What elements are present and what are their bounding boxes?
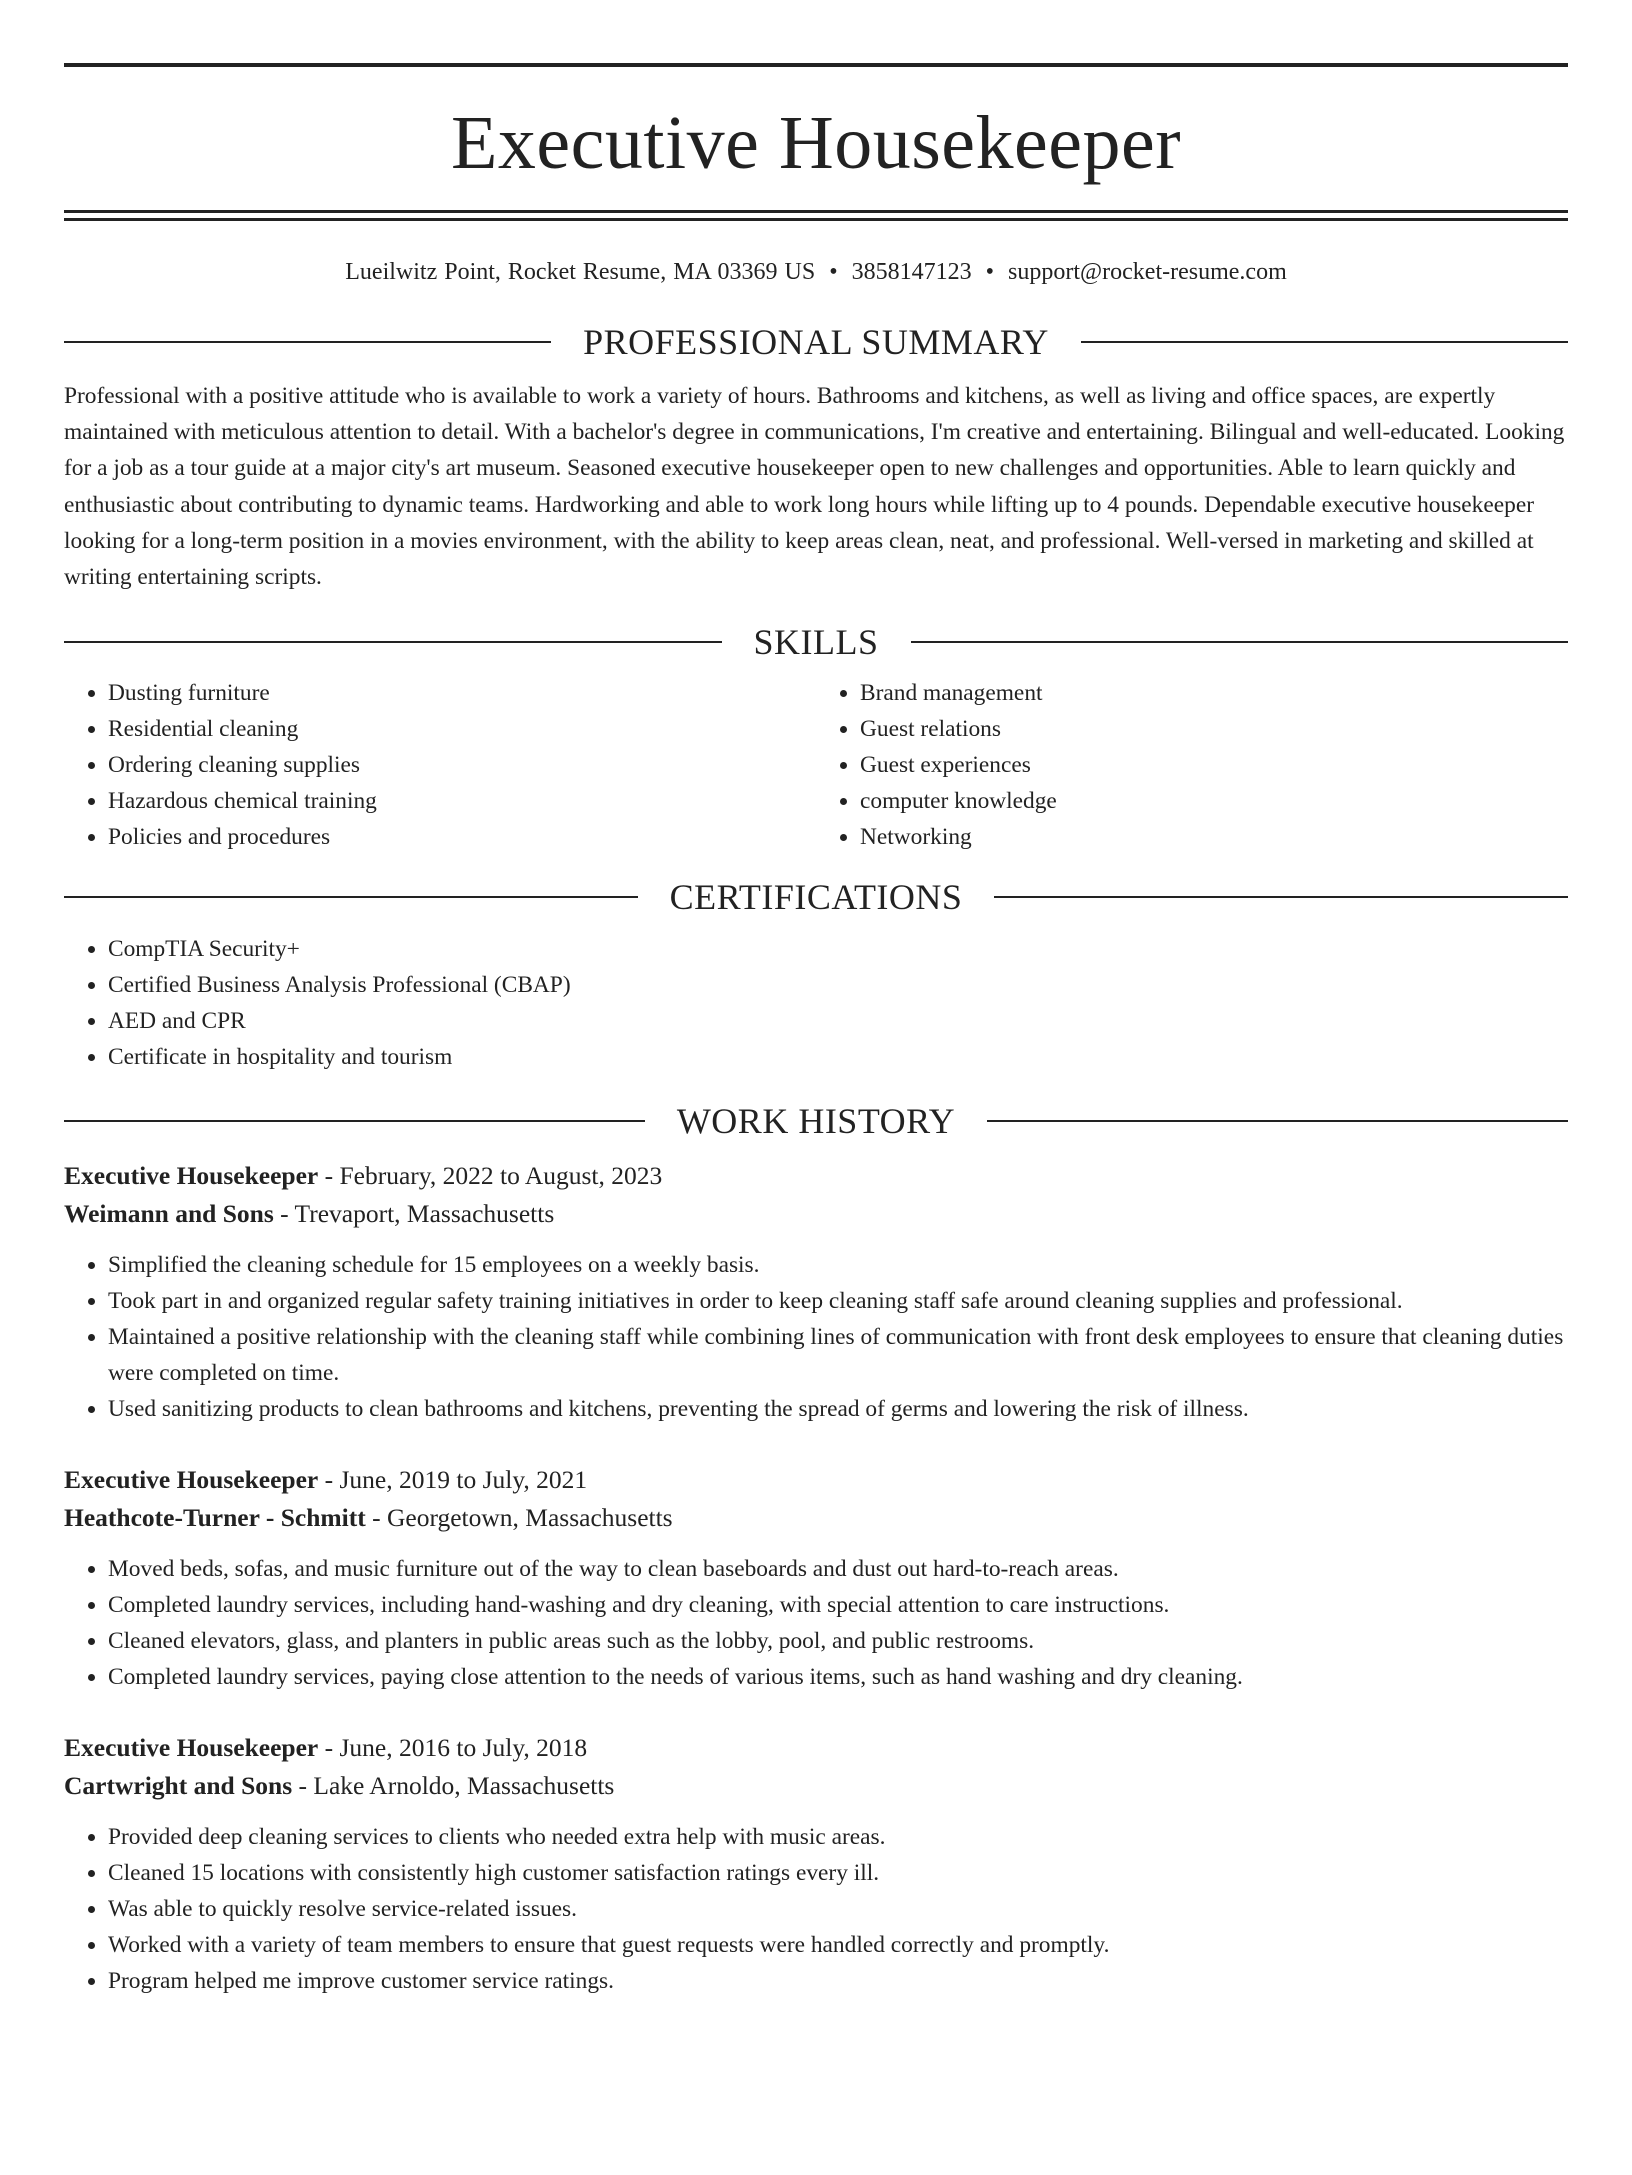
section-title: WORK HISTORY <box>676 1101 956 1142</box>
job-dates: - February, 2022 to August, 2023 <box>318 1161 663 1191</box>
section-title: CERTIFICATIONS <box>669 877 963 918</box>
skills-columns <box>64 675 1568 855</box>
job-title: Executive Housekeeper <box>64 1733 319 1763</box>
job-bullet: • Took part in and organized regular safety training initiatives in order to keep cleaning staff safe around cleaning supplies and professional. <box>108 1283 1568 1319</box>
skill-item: • Policies and procedures <box>108 819 816 855</box>
job-dates: - June, 2016 to July, 2018 <box>318 1733 588 1763</box>
certification-item: • Certified Business Analysis Professional (CBAP) <box>108 967 1568 1003</box>
section-heading-work-history <box>64 1099 1568 1143</box>
job-location: - Georgetown, Massachusetts <box>365 1503 673 1533</box>
heading-rule-left <box>64 1120 645 1122</box>
job-company: Weimann and Sons <box>64 1199 274 1229</box>
contact-line <box>64 257 1568 287</box>
job-entry <box>64 1461 1568 1695</box>
job-bullets <box>64 1551 1568 1695</box>
contact-phone: 3858147123 <box>851 259 972 285</box>
section-title: PROFESSIONAL SUMMARY <box>583 322 1049 362</box>
heading-rule-right <box>994 896 1568 898</box>
contact-separator: • <box>985 259 995 285</box>
resume-page <box>0 63 1632 2175</box>
job-location: - Lake Arnoldo, Massachusetts <box>292 1771 615 1801</box>
job-bullet: • Cleaned elevators, glass, and planters in public areas such as the lobby, pool, and public restrooms. <box>108 1623 1568 1659</box>
skill-item: • Hazardous chemical training <box>108 783 816 819</box>
job-bullet: • Used sanitizing products to clean bathrooms and kitchens, preventing the spread of germs and lowering the risk of illness. <box>108 1391 1568 1427</box>
resume-name: Executive Housekeeper <box>450 101 1182 185</box>
heading-rule-left <box>64 641 722 643</box>
heading-rule-right <box>911 641 1569 643</box>
section-heading-skills <box>64 620 1568 664</box>
heading-rule-right <box>1081 341 1568 343</box>
job-title-line <box>64 1157 1568 1195</box>
job-entry <box>64 1157 1568 1427</box>
skill-item: • Dusting furniture <box>108 675 816 711</box>
certifications-list <box>64 931 1568 1075</box>
summary-paragraph: Professional with a positive attitude who is available to work a variety of hours. Bathrooms and kitchens, as well as living and office spaces, are expertly maintained with meticulous attention to detail. With a bachelor's degree in communications, I'm creative and entertaining. Bilingual and well-educated. Looking for a job as a tour guide at a major city's art museum. Seasoned executive housekeeper open to new challenges and opportunities. Able to learn quickly and enthusiastic about contributing to dynamic teams. Hardworking and able to work long hours while lifting up to 4 pounds. Dependable executive housekeeper looking for a long-term position in a movies environment, with the ability to keep areas clean, neat, and professional. Well-versed in marketing and skilled at writing entertaining scripts. <box>64 383 1565 591</box>
job-bullet: • Cleaned 15 locations with consistently high customer satisfaction ratings every ill. <box>108 1855 1568 1891</box>
job-bullet: • Worked with a variety of team members to ensure that guest requests were handled correctly and promptly. <box>108 1927 1568 1963</box>
heading-rule-right <box>987 1120 1568 1122</box>
job-dates: - June, 2019 to July, 2021 <box>318 1465 588 1495</box>
section-title: SKILLS <box>753 622 879 663</box>
name-double-rule <box>64 210 1568 221</box>
job-bullets <box>64 1247 1568 1427</box>
contact-email: support@rocket-resume.com <box>1008 259 1287 285</box>
job-bullet: • Completed laundry services, including hand-washing and dry cleaning, with special attention to care instructions. <box>108 1587 1568 1623</box>
job-title: Executive Housekeeper <box>64 1161 319 1191</box>
skill-item: • Guest experiences <box>860 747 1568 783</box>
skill-item: • Residential cleaning <box>108 711 816 747</box>
skill-item: • Guest relations <box>860 711 1568 747</box>
contact-address: Lueilwitz Point, Rocket Resume, MA 03369 US <box>345 259 816 285</box>
job-bullet: • Program helped me improve customer service ratings. <box>108 1963 1568 1999</box>
job-title: Executive Housekeeper <box>64 1465 319 1495</box>
skill-item: • Networking <box>860 819 1568 855</box>
skill-item: • Ordering cleaning supplies <box>108 747 816 783</box>
job-bullets <box>64 1819 1568 1999</box>
section-heading-certifications <box>64 875 1568 919</box>
job-entry <box>64 1729 1568 1999</box>
skills-list-right <box>816 675 1568 855</box>
contact-separator: • <box>829 259 838 285</box>
job-company: Heathcote-Turner - Schmitt <box>64 1503 366 1533</box>
top-rule <box>64 63 1568 67</box>
certification-item: • CompTIA Security+ <box>108 931 1568 967</box>
skill-item: • Brand management <box>860 675 1568 711</box>
job-bullet: • Maintained a positive relationship with the cleaning staff while combining lines of communication with front desk employees to ensure that cleaning duties were completed on time. <box>108 1319 1568 1391</box>
job-company-line <box>64 1767 1568 1805</box>
job-company-line <box>64 1195 1568 1233</box>
section-heading-summary <box>64 320 1568 364</box>
job-bullet: • Was able to quickly resolve service-related issues. <box>108 1891 1568 1927</box>
heading-rule-left <box>64 341 551 343</box>
job-title-line <box>64 1729 1568 1767</box>
skill-item: • computer knowledge <box>860 783 1568 819</box>
job-bullet: • Completed laundry services, paying close attention to the needs of various items, such as hand washing and dry cleaning. <box>108 1659 1568 1695</box>
job-company: Cartwright and Sons <box>64 1771 293 1801</box>
job-company-line <box>64 1499 1568 1537</box>
job-bullet: • Moved beds, sofas, and music furniture out of the way to clean baseboards and dust out hard-to-reach areas. <box>108 1551 1568 1587</box>
job-location: - Trevaport, Massachusetts <box>273 1199 555 1229</box>
certification-item: • Certificate in hospitality and tourism <box>108 1039 1568 1075</box>
job-bullet: • Provided deep cleaning services to clients who needed extra help with music areas. <box>108 1819 1568 1855</box>
job-bullet: • Simplified the cleaning schedule for 15 employees on a weekly basis. <box>108 1247 1568 1283</box>
certification-item: • AED and CPR <box>108 1003 1568 1039</box>
job-title-line <box>64 1461 1568 1499</box>
heading-rule-left <box>64 896 638 898</box>
skills-list-left <box>64 675 816 855</box>
